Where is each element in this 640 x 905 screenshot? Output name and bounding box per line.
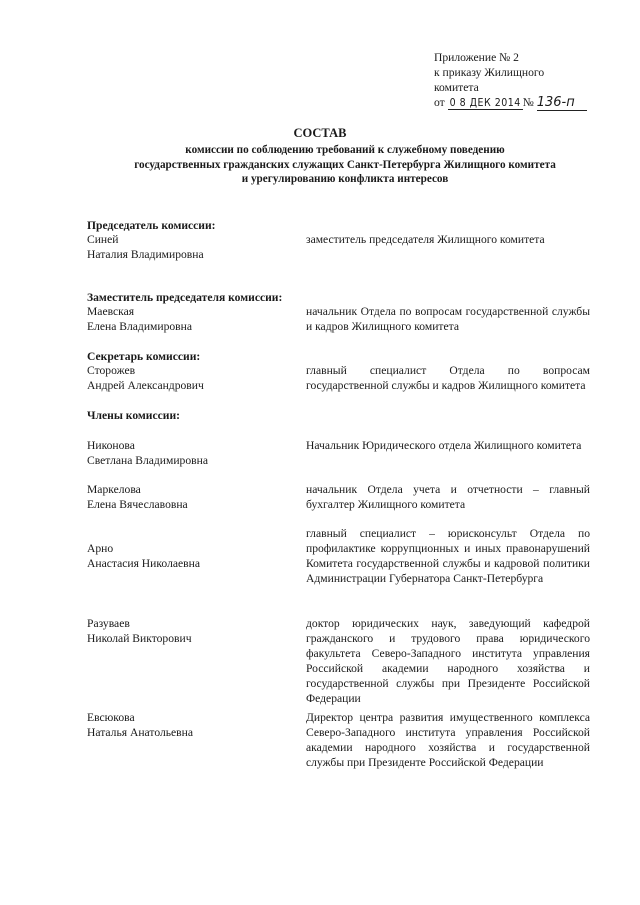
member-role: начальник Отдела учета и отчетности – главный бухгалтер Жилищного комитета — [306, 483, 590, 511]
document-subtitle — [90, 143, 600, 187]
document-title: СОСТАВ — [293, 126, 347, 140]
person-name: Андрей Александрович — [87, 379, 204, 392]
person-surname: Евсюкова — [87, 711, 135, 724]
order-number-handwritten: 136-п — [537, 95, 587, 111]
secretary-role: главный специалист Отдела по вопросам государственной службы и кадров Жилищного комитета — [306, 364, 590, 392]
secretary-person — [87, 363, 297, 393]
person-surname: Разуваев — [87, 617, 130, 630]
appendix-date-line — [434, 95, 614, 111]
member-role: доктор юридических наук, заведующий кафедрой гражданского и трудового права юридического факультета Северо-Западного института управления Российской академии народного хозяйства и государственной службы при Президенте Российской Федерации — [306, 617, 590, 705]
member-person — [87, 710, 297, 740]
subtitle-line-3: и урегулированию конфликта интересов — [241, 173, 449, 185]
person-surname: Сторожев — [87, 364, 136, 377]
chair-heading: Председатель комиссии: — [87, 219, 216, 232]
member-person — [87, 541, 297, 571]
member-person — [87, 482, 297, 512]
ot-label: от — [434, 96, 445, 109]
person-surname: Синей — [87, 233, 119, 246]
member-role: Начальник Юридического отдела Жилищного комитета — [306, 439, 582, 452]
person-name: Елена Вячеславовна — [87, 498, 188, 511]
person-name: Наталья Анатольевна — [87, 726, 194, 739]
chair-role: заместитель председателя Жилищного комитета — [306, 233, 545, 246]
person-name: Наталия Владимировна — [87, 248, 204, 261]
member-person — [87, 438, 297, 468]
person-name: Светлана Владимировна — [87, 454, 208, 467]
appendix-line-1: Приложение № 2 — [434, 51, 519, 64]
person-name: Анастасия Николаевна — [87, 557, 200, 570]
person-surname: Никонова — [87, 439, 135, 452]
deputy-heading: Заместитель председателя комиссии: — [87, 291, 283, 304]
member-role: Директор центра развития имущественного комплекса Северо-Западного института управления Российской академии народного хозяйства и государственной службы при Президенте Российской Федерации — [306, 711, 590, 769]
appendix-line-3: комитета — [434, 81, 479, 94]
appendix-block — [434, 50, 614, 111]
person-name: Елена Владимировна — [87, 320, 192, 333]
appendix-line-2: к приказу Жилищного — [434, 66, 545, 79]
person-surname: Маркелова — [87, 483, 141, 496]
secretary-heading: Секретарь комиссии: — [87, 350, 201, 363]
date-stamp: 0 8 ДЕК 2014 — [449, 97, 521, 109]
person-name: Николай Викторович — [87, 632, 192, 645]
member-role: главный специалист – юрисконсульт Отдела по профилактике коррупционных и иных правонарушений Комитета государственной службы и кадровой политики Администрации Губернатора Санкт-Петербурга — [306, 527, 590, 585]
subtitle-line-1: комиссии по соблюдению требований к служебному поведению — [185, 144, 505, 156]
members-heading: Члены комиссии: — [87, 409, 180, 422]
subtitle-line-2: государственных гражданских служащих Санкт-Петербурга Жилищного комитета — [134, 158, 556, 171]
deputy-person — [87, 304, 297, 334]
deputy-role: начальник Отдела по вопросам государственной службы и кадров Жилищного комитета — [306, 305, 590, 333]
member-person — [87, 616, 297, 646]
number-label: № — [522, 96, 534, 109]
person-surname: Маевская — [87, 305, 135, 318]
person-surname: Арно — [87, 542, 114, 555]
chair-person — [87, 232, 297, 262]
